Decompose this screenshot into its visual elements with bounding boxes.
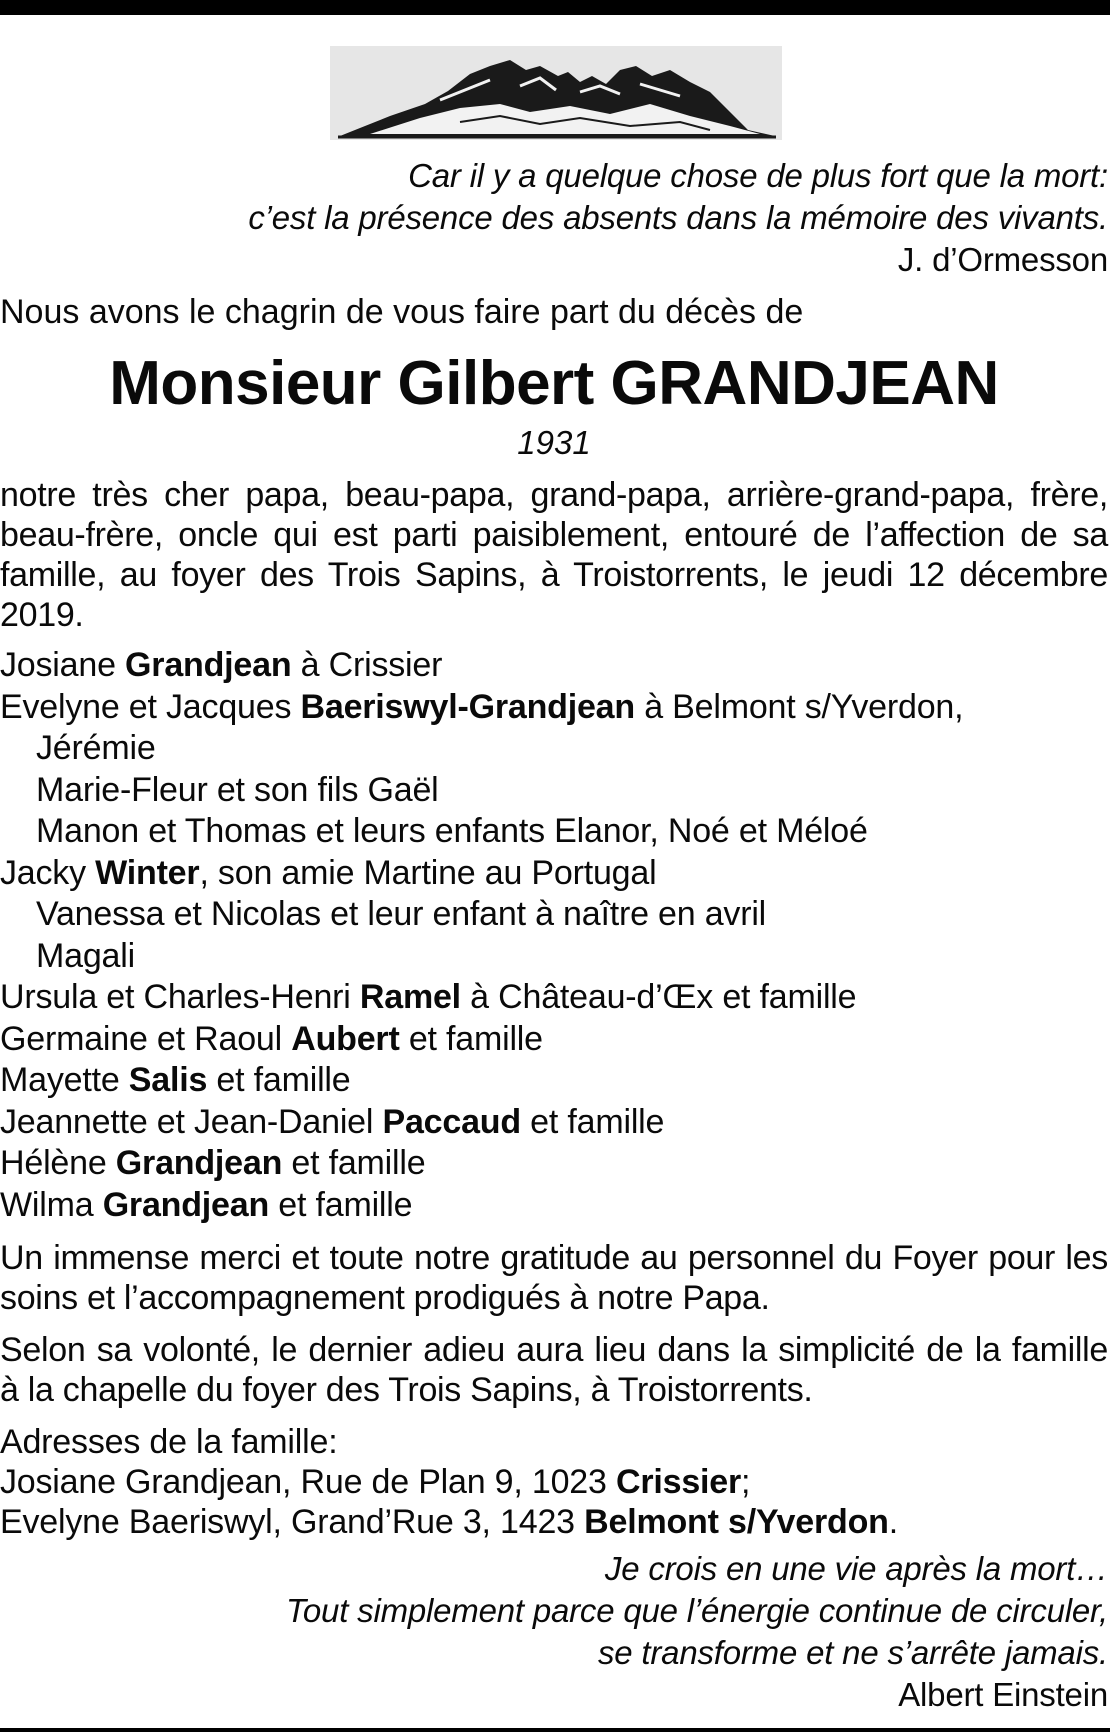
family-line: Marie-Fleur et son fils Gaël (36, 770, 439, 809)
family-line: Ursula et Charles-Henri Ramel à Château-d’Œx et famille (0, 978, 857, 1016)
family-line: Jacky Winter, son amie Martine au Portugal (0, 853, 657, 892)
family-line: Hélène Grandjean et famille (0, 1144, 426, 1182)
announcement-intro: Nous avons le chagrin de vous faire part du décès de (0, 293, 804, 331)
family-line: Magali (36, 936, 135, 975)
mountain-range-icon (330, 46, 782, 140)
closing-author: Albert Einstein (898, 1676, 1108, 1713)
closing-line: Je crois en une vie après la mort… (604, 1550, 1108, 1587)
family-line: Mayette Salis et famille (0, 1061, 351, 1099)
closing-quote (0, 1548, 1108, 1716)
ceremony-paragraph: Selon sa volonté, le dernier adieu aura lieu dans la simplicité de la famille à la chapelle du foyer des Trois Sapins, à Troistorrents. (0, 1331, 1108, 1409)
closing-line: Tout simplement parce que l’énergie continue de circuler, (285, 1592, 1108, 1629)
family-line: Manon et Thomas et leurs enfants Elanor, Noé et Méloé (36, 812, 868, 850)
birth-year: 1931 (517, 424, 591, 461)
epigraph-line: c’est la présence des absents dans la mémoire des vivants. (248, 199, 1108, 236)
closing-line: se transforme et ne s’arrête jamais. (597, 1634, 1108, 1671)
family-line: Vanessa et Nicolas et leur enfant à naître en avril (36, 895, 767, 933)
addresses-heading: Adresses de la famille: (0, 1423, 338, 1461)
deceased-name: Monsieur Gilbert GRANDJEAN (109, 349, 999, 418)
thanks-paragraph: Un immense merci et toute notre gratitude au personnel du Foyer pour les soins et l’accompagnement prodigués à notre Papa. (0, 1239, 1108, 1317)
address-line: Josiane Grandjean, Rue de Plan 9, 1023 Crissier; (0, 1463, 751, 1501)
family-line: Jérémie (36, 729, 156, 767)
family-line: Jeannette et Jean-Daniel Paccaud et famille (0, 1102, 665, 1141)
epigraph-author: J. d’Ormesson (897, 241, 1108, 278)
announcement-description: notre très cher papa, beau-papa, grand-papa, arrière-grand-papa, frère, beau-frère, oncle qui est parti paisiblement, entouré de l’affection de sa famille, au foyer des Trois Sapins, à Troistorrents, le jeudi 12 décembre 2019. (0, 476, 1108, 634)
family-line: Wilma Grandjean et famille (0, 1185, 413, 1224)
bottom-rule (0, 1728, 1110, 1732)
obituary-content (0, 155, 1108, 1716)
address-line: Evelyne Baeriswyl, Grand’Rue 3, 1423 Belmont s/Yverdon. (0, 1503, 898, 1541)
epigraph-line: Car il y a quelque chose de plus fort que la mort: (408, 157, 1108, 194)
family-line: Josiane Grandjean à Crissier (0, 646, 443, 684)
family-line: Evelyne et Jacques Baeriswyl-Grandjean à Belmont s/Yverdon, (0, 687, 964, 726)
epigraph (0, 155, 1108, 281)
family-addresses (0, 1422, 1108, 1542)
family-line: Germaine et Raoul Aubert et famille (0, 1019, 543, 1058)
top-rule (0, 0, 1110, 15)
family-list (0, 645, 1108, 1226)
